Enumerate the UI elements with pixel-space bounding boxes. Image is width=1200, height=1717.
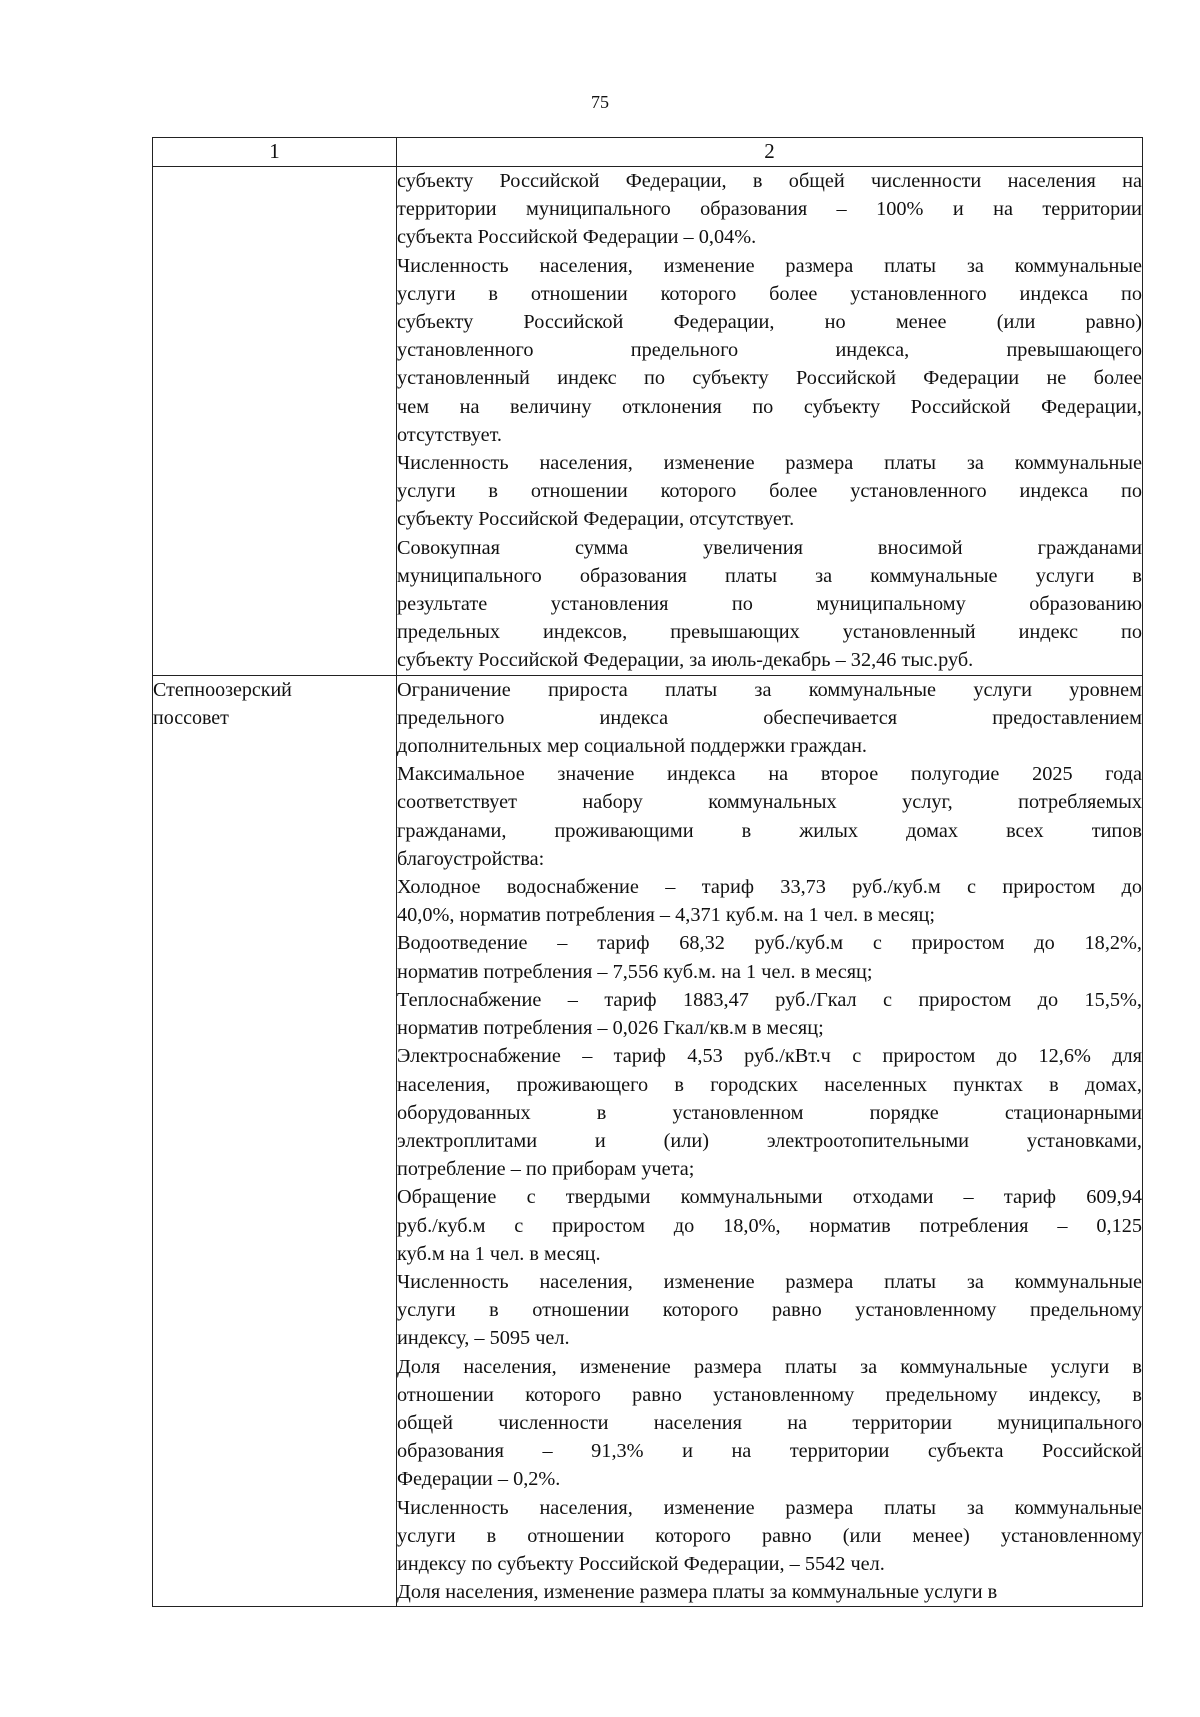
paragraph-line: установленного предельного индекса, превышающего: [397, 339, 1142, 362]
table-row: [153, 675, 1143, 1607]
paragraph-line: услуги в отношении которого более установленного индекса по: [397, 480, 1142, 503]
paragraph-line: предельного индекса обеспечивается предоставлением: [397, 706, 1142, 729]
paragraph-line: услуги в отношении которого равно (или менее) установленному: [397, 1524, 1142, 1547]
paragraph-line: Ограничение прироста платы за коммунальные услуги уровнем: [397, 678, 1142, 701]
description-cell: [397, 167, 1143, 676]
paragraph-line: Максимальное значение индекса на второе полугодие 2025 года: [397, 763, 1142, 786]
paragraph-line: благоустройства:: [397, 847, 545, 870]
paragraph-line: Электроснабжение – тариф 4,53 руб./кВт.ч с приростом до 12,6% для: [397, 1045, 1142, 1068]
municipality-name-cell: [153, 675, 397, 1607]
paragraph-line: предельных индексов, превышающих установленный индекс по: [397, 621, 1142, 644]
table-row: [153, 167, 1143, 676]
paragraph-line: территории муниципального образования – 100% и на территории: [397, 198, 1142, 221]
paragraph-line: муниципального образования платы за коммунальные услуги в: [397, 564, 1142, 587]
paragraph-line: Доля населения, изменение размера платы за коммунальные услуги в: [397, 1355, 1142, 1378]
column-header-1: 1: [153, 138, 397, 167]
paragraph-line: отсутствует.: [397, 423, 502, 446]
paragraph-line: норматив потребления – 7,556 куб.м. на 1 чел. в месяц;: [397, 960, 873, 983]
paragraph-line: Численность населения, изменение размера платы за коммунальные: [397, 1270, 1142, 1293]
paragraph-line: субъекту Российской Федерации, за июль-декабрь – 32,46 тыс.руб.: [397, 649, 974, 672]
municipality-name-line: Степноозерский: [153, 678, 292, 701]
document-table: [152, 137, 1143, 1607]
paragraph-line: установленный индекс по субъекту Российской Федерации не более: [397, 367, 1142, 390]
paragraph-line: общей численности населения на территории муниципального: [397, 1411, 1142, 1434]
paragraph-line: результате установления по муниципальному образованию: [397, 593, 1142, 616]
column-header-2: 2: [397, 138, 1143, 167]
paragraph-line: услуги в отношении которого более установленного индекса по: [397, 282, 1142, 305]
paragraph-line: индексу по субъекту Российской Федерации, – 5542 чел.: [397, 1552, 885, 1575]
municipality-name-line: поссовет: [153, 706, 229, 729]
paragraph-line: оборудованных в установленном порядке стационарными: [397, 1101, 1142, 1124]
paragraph-line: Теплоснабжение – тариф 1883,47 руб./Гкал с приростом до 15,5%,: [397, 988, 1142, 1011]
description-cell: [397, 675, 1143, 1607]
paragraph-line: руб./куб.м с приростом до 18,0%, норматив потребления – 0,125: [397, 1214, 1142, 1237]
paragraph-line: куб.м на 1 чел. в месяц.: [397, 1242, 601, 1265]
paragraph-line: субъекта Российской Федерации – 0,04%.: [397, 226, 757, 249]
paragraph-line: образования – 91,3% и на территории субъекта Российской: [397, 1440, 1142, 1463]
paragraph-line: услуги в отношении которого равно установленному предельному: [397, 1299, 1142, 1322]
table-header-row: [153, 138, 1143, 167]
paragraph-line: Федерации – 0,2%.: [397, 1468, 561, 1491]
paragraph-line: Доля населения, изменение размера платы за коммунальные услуги в: [397, 1581, 998, 1604]
paragraph-line: дополнительных мер социальной поддержки граждан.: [397, 735, 868, 758]
municipality-name-cell: [153, 167, 397, 676]
paragraph-line: Численность населения, изменение размера платы за коммунальные: [397, 254, 1142, 277]
paragraph-line: субъекту Российской Федерации, в общей численности населения на: [397, 170, 1142, 192]
paragraph-line: чем на величину отклонения по субъекту Российской Федерации,: [397, 395, 1142, 418]
paragraph-line: норматив потребления – 0,026 Гкал/кв.м в месяц;: [397, 1017, 824, 1040]
paragraph-line: потребление – по приборам учета;: [397, 1158, 695, 1181]
paragraph-line: Численность населения, изменение размера платы за коммунальные: [397, 1496, 1142, 1519]
paragraph-line: населения, проживающего в городских населенных пунктах в домах,: [397, 1073, 1142, 1096]
paragraph-line: 40,0%, норматив потребления – 4,371 куб.м. на 1 чел. в месяц;: [397, 904, 936, 927]
paragraph-line: Холодное водоснабжение – тариф 33,73 руб./куб.м с приростом до: [397, 876, 1142, 899]
paragraph-line: Обращение с твердыми коммунальными отходами – тариф 609,94: [397, 1186, 1142, 1209]
page-number: 75: [591, 92, 609, 112]
paragraph-line: субъекту Российской Федерации, отсутствует.: [397, 508, 795, 531]
paragraph-line: электроплитами и (или) электроотопительными установками,: [397, 1129, 1142, 1152]
paragraph-line: Водоотведение – тариф 68,32 руб./куб.м с приростом до 18,2%,: [397, 932, 1142, 955]
paragraph-line: Численность населения, изменение размера платы за коммунальные: [397, 452, 1142, 475]
paragraph-line: соответствует набору коммунальных услуг, потребляемых: [397, 791, 1142, 814]
paragraph-line: гражданами, проживающими в жилых домах всех типов: [397, 819, 1142, 842]
paragraph-line: индексу, – 5095 чел.: [397, 1327, 570, 1350]
paragraph-line: Совокупная сумма увеличения вносимой гражданами: [397, 536, 1142, 559]
paragraph-line: субъекту Российской Федерации, но менее (или равно): [397, 311, 1142, 334]
paragraph-line: отношении которого равно установленному предельному индексу, в: [397, 1383, 1142, 1406]
